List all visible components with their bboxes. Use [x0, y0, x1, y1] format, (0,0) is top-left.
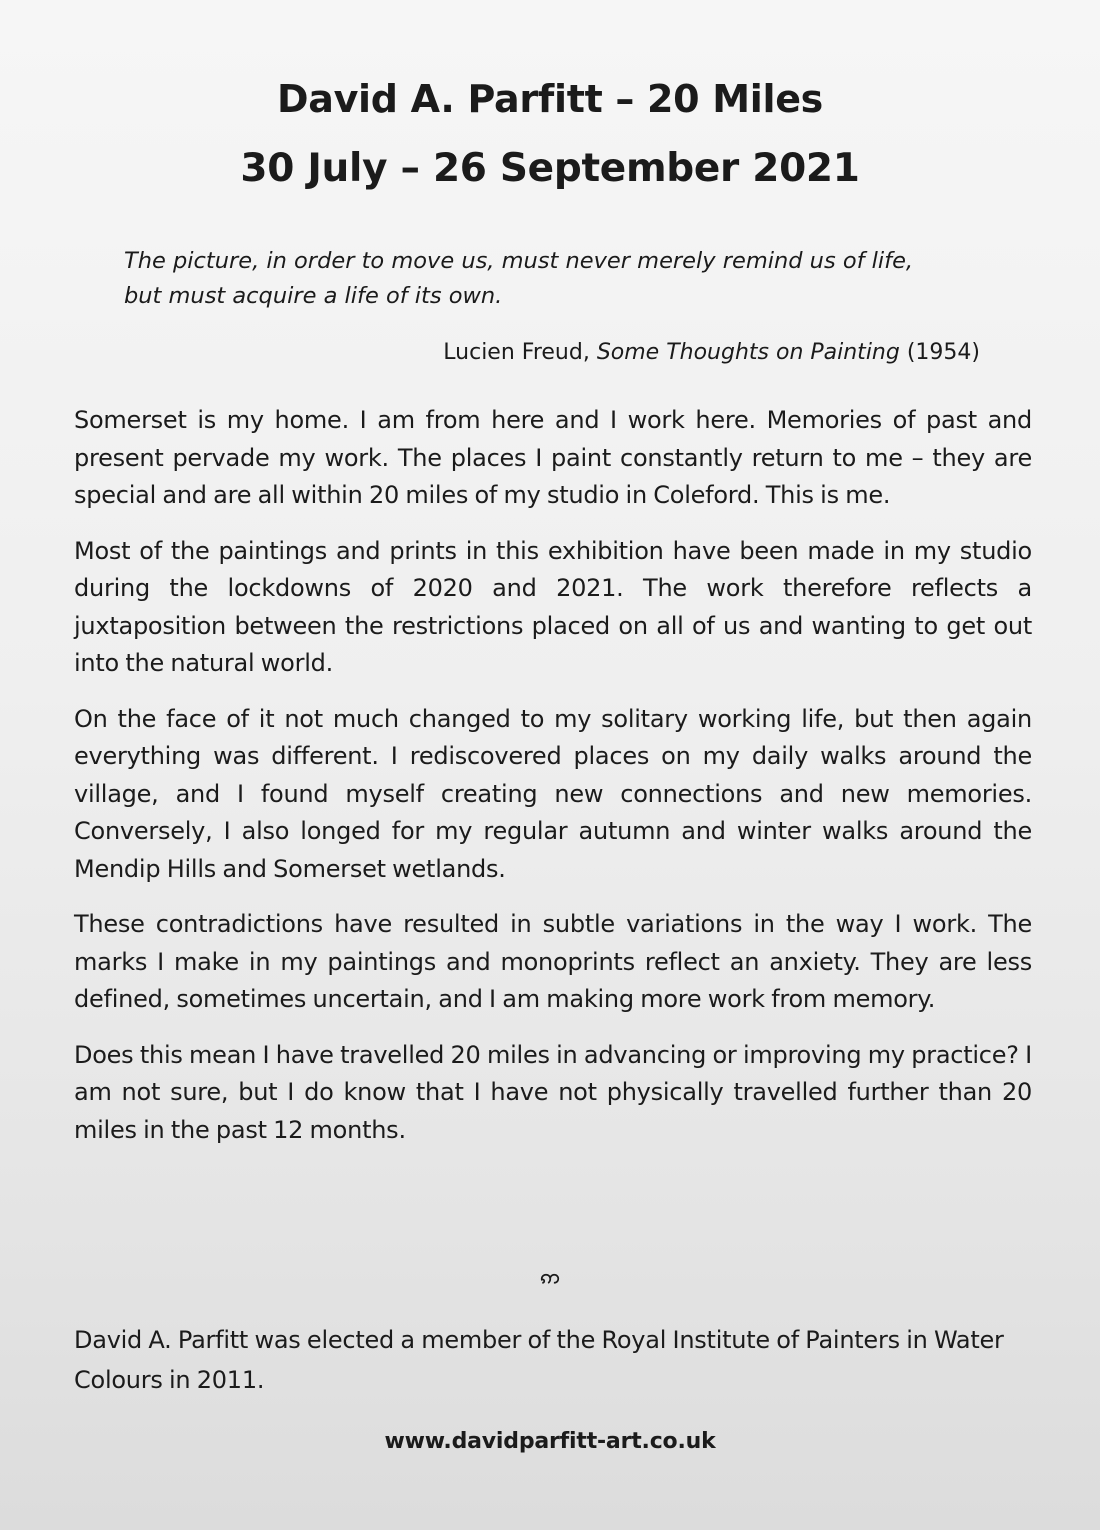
quote-attribution [443, 335, 980, 371]
statement-body [74, 402, 1032, 1167]
website-link[interactable]: www.davidparfitt-art.co.uk [384, 1429, 716, 1454]
quote-author: Lucien Freud, [443, 340, 597, 365]
section-separator-ornament: ဢ [540, 1264, 560, 1288]
paragraph-4: These contradictions have resulted in subtle variations in the way I work. The marks I make in my paintings and monoprints reflect an anxiety. They are less defined, sometimes uncertain, and I am making more work from memory. [74, 910, 1032, 1013]
paragraph-3: On the face of it not much changed to my solitary working life, but then again everything was different. I rediscovered places on my daily walks around the village, and I found myself creating new connections and new memories. Conversely, I also longed for my regular autumn and winter walks around the Mendip Hills and Somerset wetlands. [74, 704, 1032, 883]
paragraph-1: Somerset is my home. I am from here and I work here. Memories of past and present pervade my work. The places I paint constantly return to me – they are special and are all within 20 miles of my studio in Coleford. This is me. [74, 406, 1032, 509]
title-exhibition-name: David A. Parfitt – 20 Miles [276, 77, 824, 121]
paragraph-5: Does this mean I have travelled 20 miles in advancing or improving my practice? I am not sure, but I do know that I have not physically travelled further than 20 miles in the past 12 months. [74, 1040, 1032, 1144]
quote-year: (1954) [899, 340, 980, 365]
paragraph-2: Most of the paintings and prints in this exhibition have been made in my studio during the lockdowns of 2020 and 2021. The work therefore reflects a juxtaposition between the restrictions placed on all of us and wanting to get out into the natural world. [74, 536, 1032, 677]
quote-line-2: but must acquire a life of its own. [124, 283, 503, 309]
title-exhibition-dates: 30 July – 26 September 2021 [240, 146, 860, 191]
page-title [0, 64, 1100, 204]
epigraph-quote [124, 244, 1004, 314]
quote-work-title: Some Thoughts on Painting [596, 340, 900, 365]
quote-line-1: The picture, in order to move us, must never merely remind us of life, [124, 248, 914, 274]
artist-bio: David A. Parfitt was elected a member of the Royal Institute of Painters in Water Colours in 2011. [74, 1326, 1004, 1394]
